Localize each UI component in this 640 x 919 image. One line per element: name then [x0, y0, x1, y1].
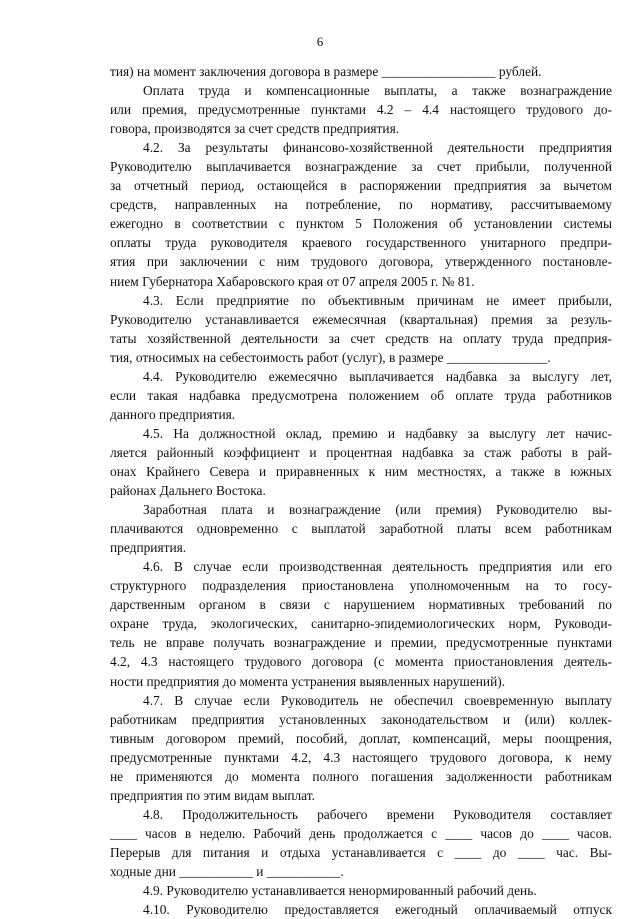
text-line: плачиваются одновременно с выплатой заработной платы всем работникам: [110, 521, 612, 537]
text-line: предприятия по этим видам выплат.: [110, 787, 315, 803]
text-line: 4.5. На должностной оклад, премию и надбавку за выслугу лет начис-: [143, 425, 612, 441]
text-line: 4.7. В случае если Руководитель не обеспечил своевременную выплату: [143, 692, 612, 708]
text-line: тия, относимых на себестоимость работ (услуг), в размере _______________.: [110, 349, 551, 365]
document-body: [110, 62, 612, 919]
text-line: ____ часов в неделю. Рабочий день продолжается с ____ часов до ____ часов.: [110, 825, 612, 841]
text-line: нием Губернатора Хабаровского края от 07 апреля 2005 г. № 81.: [110, 273, 475, 289]
text-line: если такая надбавка предусмотрена положением об оплате труда работников: [110, 387, 612, 403]
text-line: онах Крайнего Севера и приравненных к ним местностях, а также в южных: [110, 463, 612, 479]
text-line: работникам предприятия установленных законодательством и (или) коллек-: [110, 711, 612, 727]
text-line: 4.6. В случае если производственная деятельность предприятия или его: [143, 559, 612, 575]
text-line: тивным договором премий, пособий, доплат, компенсаций, меры поощрения,: [110, 730, 612, 746]
text-line: тель не вправе получать вознаграждение и премии, предусмотренные пунктами: [110, 635, 612, 651]
text-line: ляется районный коэффициент и процентная надбавка за стаж работы в рай-: [110, 444, 612, 460]
text-line: или премия, предусмотренные пунктами 4.2 – 4.4 настоящего трудового до-: [110, 102, 612, 118]
text-line: Руководителю выплачивается вознаграждение за счет прибыли, полученной: [110, 159, 612, 175]
text-line: предусмотренные пунктами 4.2, 4.3 настоящего трудового договора, к нему: [110, 749, 612, 765]
text-line: Руководителю устанавливается ежемесячная (квартальная) премия за резуль-: [110, 311, 612, 327]
text-line: таты хозяйственной деятельности за счет средств на оплату труда предприя-: [110, 330, 612, 346]
text-line: ности предприятия до момента устранения выявленных нарушений).: [110, 673, 506, 689]
text-line: данного предприятия.: [110, 406, 236, 422]
text-line: ежегодно в соответствии с пунктом 5 Положения об установлении системы: [110, 216, 612, 232]
text-line: оплаты труда руководителя краевого государственного унитарного предпри-: [110, 235, 612, 251]
text-line: за отчетный период, остающейся в распоряжении предприятия за вычетом: [110, 178, 612, 194]
text-line: 4.8. Продолжительность рабочего времени Руководителя составляет: [143, 806, 612, 822]
text-line: структурного подразделения приостановлена уполномоченным на то госу-: [110, 578, 612, 594]
text-line: Заработная плата и вознаграждение (или премия) Руководителю вы-: [143, 502, 612, 518]
text-line: 4.4. Руководителю ежемесячно выплачивается надбавка за выслугу лет,: [143, 368, 612, 384]
text-line: Перерыв для питания и отдыха устанавливается с ____ до ____ час. Вы-: [110, 844, 612, 860]
text-line: тия) на момент заключения договора в размере _________________ рублей.: [110, 64, 542, 79]
text-line: 4.3. Если предприятие по объективным причинам не имеет прибыли,: [143, 292, 612, 308]
text-line: районах Дальнего Востока.: [110, 483, 266, 499]
text-line: говора, производятся за счет средств предприятия.: [110, 121, 400, 137]
text-line: 4.2. За результаты финансово-хозяйственной деятельности предприятия: [143, 140, 612, 156]
page-number: 6: [316, 34, 324, 49]
text-line: охране труда, экологических, санитарно-эпидемиологических норм, Руководи-: [110, 616, 612, 632]
text-line: предприятия.: [110, 540, 187, 556]
text-line: Оплата труда и компенсационные выплаты, а также вознаграждение: [143, 83, 612, 99]
text-line: 4.9. Руководителю устанавливается ненормированный рабочий день.: [143, 883, 537, 899]
text-line: не применяются до момента полного погашения задолженности работникам: [110, 768, 612, 784]
text-line: ходные дни ___________ и ___________.: [110, 863, 344, 879]
text-line: дарственным органом в связи с нарушением нормативных требований по: [110, 597, 612, 613]
text-line: средств, направленных на потребление, по нормативу, рассчитываемому: [110, 197, 612, 213]
text-line: ятия при заключении с ним трудового договора, утвержденного постановле-: [110, 254, 612, 270]
text-line: 4.10. Руководителю предоставляется ежегодный оплачиваемый отпуск: [143, 902, 612, 918]
text-line: 4.2, 4.3 настоящего трудового договора (с момента приостановления деятель-: [110, 654, 612, 670]
